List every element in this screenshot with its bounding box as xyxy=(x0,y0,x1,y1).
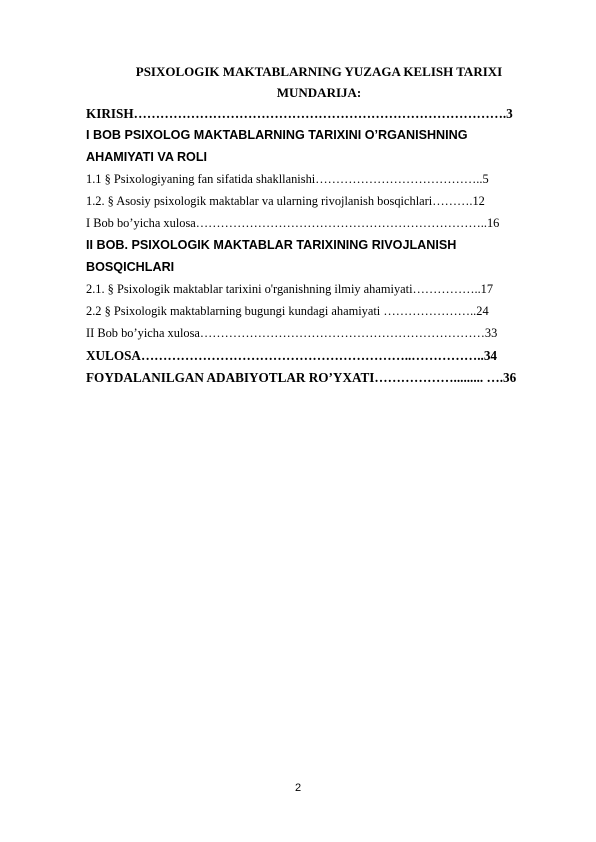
toc-entry-1-1: 1.1 § Psixologiyaning fan sifatida shakllanishi…………………………………..5 xyxy=(86,172,489,186)
page-number: 2 xyxy=(294,782,302,794)
toc-entry-kirish: KIRISH………………………………………………………………………….3 xyxy=(86,106,513,121)
toc-chapter-1-line2: AHAMIYATI VA ROLI xyxy=(86,150,208,164)
toc-chapter-2-line2: BOSQICHLARI xyxy=(86,260,175,274)
toc-entry-1-summary: I Bob bo’yicha xulosa……………………………………………………………..16 xyxy=(86,216,500,230)
toc-entry-bibliography: FOYDALANILGAN ADABIYOTLAR RO’YXATI………………......... ….36 xyxy=(86,370,517,385)
toc-entry-2-summary: II Bob bo’yicha xulosa……………………………………………………………33 xyxy=(86,326,498,340)
document-title: PSIXOLOGIK MAKTABLARNING YUZAGA KELISH TARIXI xyxy=(135,64,503,79)
toc-entry-2-1: 2.1. § Psixologik maktablar tarixini o'rganishning ilmiy ahamiyati……………..17 xyxy=(86,282,494,296)
toc-chapter-1-line1: I BOB PSIXOLOG MAKTABLARNING TARIXINI O’RGANISHNING xyxy=(86,128,468,142)
toc-entry-1-2: 1.2. § Asosiy psixologik maktablar va ularning rivojlanish bosqichlari……….12 xyxy=(86,194,485,208)
toc-chapter-2-line1: II BOB. PSIXOLOGIK MAKTABLAR TARIXINING RIVOJLANISH xyxy=(86,238,457,252)
toc-entry-xulosa: XULOSA……………………………………………………..……………..34 xyxy=(86,348,498,363)
toc-heading: MUNDARIJA: xyxy=(276,85,362,100)
toc-entry-2-2: 2.2 § Psixologik maktablarning bugungi kundagi ahamiyati …………………..24 xyxy=(86,304,489,318)
